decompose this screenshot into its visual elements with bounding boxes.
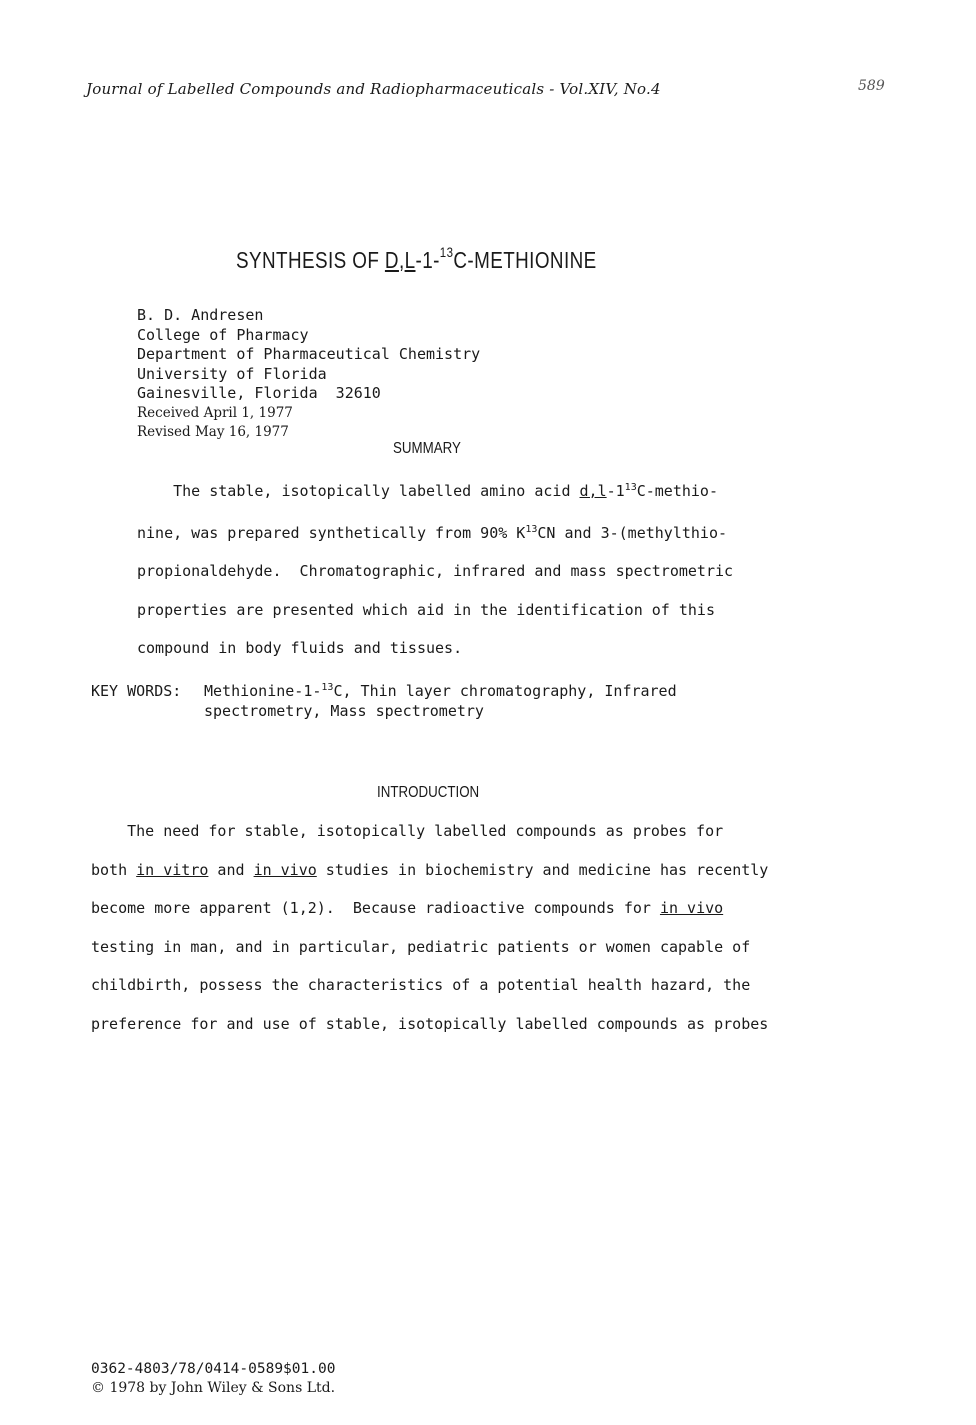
footer-code: 0362-4803/78/0414-0589$01.00 xyxy=(91,1361,336,1377)
footer xyxy=(91,1360,335,1398)
introduction-paragraph xyxy=(91,812,768,1043)
intro-text: studies in biochemistry and medicine has recently xyxy=(316,860,769,879)
intro-text: both xyxy=(91,860,137,879)
title-stereo-l: L xyxy=(404,247,416,273)
author-department: Department of Pharmaceutical Chemistry xyxy=(137,345,481,363)
summary-line-1 xyxy=(137,469,733,511)
keywords-line-2 xyxy=(91,702,677,722)
summary-paragraph xyxy=(137,469,733,668)
title-prefix: SYNTHESIS OF xyxy=(236,247,385,273)
title-suffix: C-METHIONINE xyxy=(453,247,597,273)
keywords-text: Methionine-1- xyxy=(204,682,322,700)
summary-line-4: properties are presented which aid in the identification of this xyxy=(137,600,715,619)
keywords-text: C, Thin layer chromatography, Infrared xyxy=(333,682,677,700)
intro-in-vivo: in vivo xyxy=(253,860,317,879)
keywords-sup: 13 xyxy=(321,682,334,693)
summary-text: -1 xyxy=(606,482,625,500)
summary-text: C-methio- xyxy=(636,482,718,500)
intro-line-5: childbirth, possess the characteristics of a potential health hazard, the xyxy=(91,976,751,994)
author-university: University of Florida xyxy=(137,364,327,383)
author-college: College of Pharmacy xyxy=(137,325,309,344)
summary-line-5: compound in body fluids and tissues. xyxy=(137,639,463,657)
intro-in-vitro: in vitro xyxy=(136,860,209,879)
intro-line-1: The need for stable, isotopically labelled compounds as probes for xyxy=(91,822,724,840)
summary-dl: d,l xyxy=(579,482,607,500)
intro-line-3 xyxy=(91,889,768,928)
intro-line-6: preference for and use of stable, isotopically labelled compounds as probes xyxy=(91,1014,769,1033)
summary-line-2 xyxy=(137,511,733,553)
intro-in-vivo: in vivo xyxy=(659,899,724,917)
keywords-label: KEY WORDS: xyxy=(91,682,182,700)
intro-text: become more apparent (1,2). Because radioactive compounds for xyxy=(91,899,660,917)
keywords-block xyxy=(91,678,677,721)
title-isotope: 13 xyxy=(439,244,454,260)
summary-heading: SUMMARY xyxy=(393,440,461,457)
summary-sup: 13 xyxy=(525,523,538,535)
summary-text: CN and 3-(methylthio- xyxy=(537,523,728,542)
intro-line-2 xyxy=(91,851,768,890)
keywords-line-1 xyxy=(91,678,677,702)
summary-line-3: propionaldehyde. Chromatographic, infrared and mass spectrometric xyxy=(137,562,734,580)
author-city: Gainesville, Florida 32610 xyxy=(137,384,381,402)
title-mid: -1- xyxy=(415,247,440,273)
journal-header: Journal of Labelled Compounds and Radiopharmaceuticals - Vol.XIV, No.4 xyxy=(86,80,661,98)
summary-sup: 13 xyxy=(624,482,637,493)
keywords-text: spectrometry, Mass spectrometry xyxy=(204,701,484,720)
title-stereo-d: D xyxy=(384,247,399,273)
intro-line-4: testing in man, and in particular, pediatric patients or women capable of xyxy=(91,937,751,956)
summary-text: nine, was prepared synthetically from 90% K xyxy=(137,523,526,542)
intro-text: and xyxy=(208,860,254,879)
introduction-heading: INTRODUCTION xyxy=(377,784,480,801)
footer-copyright: © 1978 by John Wiley & Sons Ltd. xyxy=(91,1380,336,1396)
page-number: 589 xyxy=(858,78,885,94)
summary-text: The stable, isotopically labelled amino acid xyxy=(137,482,580,500)
revised-date: Revised May 16, 1977 xyxy=(137,424,289,440)
author-block xyxy=(137,306,480,443)
received-date: Received April 1, 1977 xyxy=(137,404,293,421)
paper-title xyxy=(236,244,597,274)
author-name: B. D. Andresen xyxy=(137,306,264,324)
title-comma: , xyxy=(398,247,405,273)
